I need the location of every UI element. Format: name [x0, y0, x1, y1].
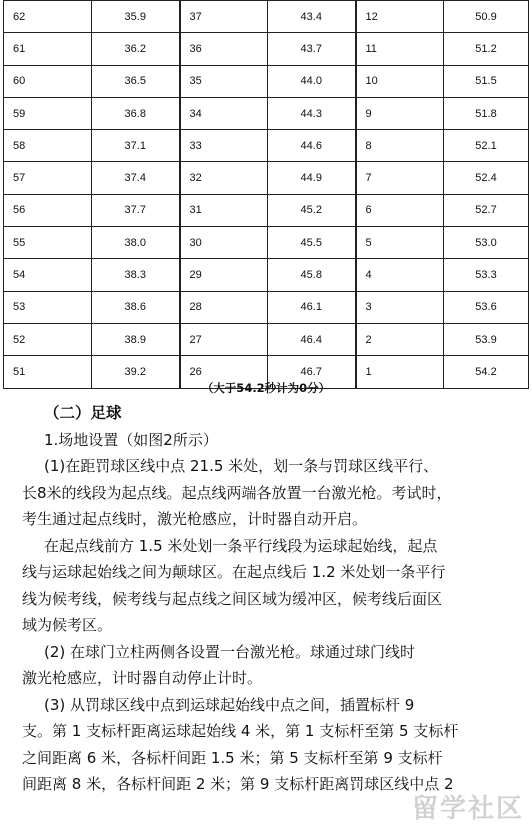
score-cell: 28: [180, 291, 268, 323]
time-cell: 51.5: [444, 65, 529, 97]
time-cell: 45.5: [268, 227, 356, 259]
time-cell: 43.4: [268, 1, 356, 33]
time-cell: 51.8: [444, 97, 529, 129]
time-cell: 38.9: [92, 323, 180, 355]
score-cell: 32: [180, 162, 268, 194]
score-cell: 4: [356, 259, 444, 291]
score-cell: 26: [180, 356, 268, 388]
time-cell: 35.9: [92, 1, 180, 33]
score-cell: 29: [180, 259, 268, 291]
score-cell: 3: [356, 291, 444, 323]
table-note: （大于54.2秒计为0分）: [201, 381, 331, 395]
score-cell: 30: [180, 227, 268, 259]
time-cell: 37.7: [92, 194, 180, 226]
score-cell: 2: [356, 323, 444, 355]
time-cell: 38.3: [92, 259, 180, 291]
score-cell: 56: [4, 194, 92, 226]
score-cell: 7: [356, 162, 444, 194]
time-cell: 36.2: [92, 33, 180, 65]
score-cell: 12: [356, 1, 444, 33]
table-row: [4, 33, 529, 65]
time-cell: 53.6: [444, 291, 529, 323]
paragraph-line: (2) 在球门立柱两侧各设置一台激光枪。球通过球门线时: [44, 642, 416, 661]
score-cell: 52: [4, 323, 92, 355]
score-cell: 61: [4, 33, 92, 65]
score-cell: 51: [4, 356, 92, 388]
table-row: [4, 323, 529, 355]
paragraph-line: (3) 从罚球区线中点到运球起始线中点之间，插置标杆 9: [44, 695, 415, 714]
score-cell: 58: [4, 130, 92, 162]
table-row: [4, 194, 529, 226]
time-cell: 53.9: [444, 323, 529, 355]
time-cell: 51.2: [444, 33, 529, 65]
score-cell: 1: [356, 356, 444, 388]
paragraph-line: 激光枪感应，计时器自动停止计时。: [22, 669, 263, 687]
time-cell: 44.9: [268, 162, 356, 194]
table-row: [4, 130, 529, 162]
score-cell: 60: [4, 65, 92, 97]
time-cell: 54.2: [444, 356, 529, 388]
paragraph-line: 长8米的线段为起点线。起点线两端各放置一台激光枪。考试时，: [22, 483, 452, 502]
time-cell: 52.7: [444, 194, 529, 226]
time-cell: 36.8: [92, 97, 180, 129]
table-row: [4, 291, 529, 323]
score-cell: 31: [180, 194, 268, 226]
score-cell: 34: [180, 97, 268, 129]
watermark: 留学社区: [411, 794, 524, 824]
paragraph-line: 线为候考线，候考线与起点线之间区域为缓冲区，候考线后面区: [22, 589, 443, 608]
score-cell: 55: [4, 227, 92, 259]
table-row: [4, 1, 529, 33]
score-cell: 37: [180, 1, 268, 33]
time-cell: 44.3: [268, 97, 356, 129]
score-cell: 59: [4, 97, 92, 129]
score-cell: 27: [180, 323, 268, 355]
sub-title: 1.场地设置（如图2所示）: [44, 430, 218, 449]
time-cell: 44.6: [268, 130, 356, 162]
time-cell: 37.1: [92, 130, 180, 162]
time-cell: 37.4: [92, 162, 180, 194]
time-cell: 38.0: [92, 227, 180, 259]
paragraph-line: (1)在距罚球区线中点 21.5 米处，划一条与罚球区线平行、: [44, 457, 439, 475]
score-cell: 53: [4, 291, 92, 323]
time-cell: 36.5: [92, 65, 180, 97]
paragraph-line: 线与运球起始线之间为颠球区。在起点线后 1.2 米处划一条平行: [22, 563, 446, 581]
score-table-body: [4, 1, 529, 389]
score-cell: 35: [180, 65, 268, 97]
time-cell: 46.7: [268, 356, 356, 388]
document-body: [0, 400, 532, 798]
table-row: [4, 97, 529, 129]
score-cell: 33: [180, 130, 268, 162]
paragraph-line: 间距离 8 米，各标杆间距 2 米；第 9 支标杆距离罚球区线中点 2: [22, 775, 454, 793]
score-cell: 8: [356, 130, 444, 162]
score-cell: 57: [4, 162, 92, 194]
paragraph-line: 支。第 1 支标杆距离运球起始线 4 米，第 1 支标杆至第 5 支标杆: [22, 722, 459, 740]
score-cell: 11: [356, 33, 444, 65]
table-row: [4, 65, 529, 97]
time-cell: 53.3: [444, 259, 529, 291]
time-cell: 50.9: [444, 1, 529, 33]
paragraph-line: 考生通过起点线时，激光枪感应，计时器自动开启。: [22, 510, 368, 528]
time-cell: 43.7: [268, 33, 356, 65]
score-cell: 9: [356, 97, 444, 129]
score-cell: 5: [356, 227, 444, 259]
paragraph-line: 之间距离 6 米，各标杆间距 1.5 米；第 5 支标杆至第 9 支标杆: [22, 748, 443, 767]
paragraph-line: 域为候考区。: [22, 616, 113, 634]
score-table: [3, 0, 529, 389]
time-cell: 52.1: [444, 130, 529, 162]
time-cell: 53.0: [444, 227, 529, 259]
time-cell: 45.8: [268, 259, 356, 291]
section-title: （二）足球: [44, 404, 122, 422]
time-cell: 46.1: [268, 291, 356, 323]
paragraph-line: 在起点线前方 1.5 米处划一条平行线段为运球起始线，起点: [44, 536, 438, 555]
time-cell: 52.4: [444, 162, 529, 194]
table-row: [4, 162, 529, 194]
time-cell: 39.2: [92, 356, 180, 388]
time-cell: 44.0: [268, 65, 356, 97]
score-cell: 6: [356, 194, 444, 226]
score-cell: 36: [180, 33, 268, 65]
score-cell: 62: [4, 1, 92, 33]
time-cell: 45.2: [268, 194, 356, 226]
score-cell: 10: [356, 65, 444, 97]
table-row: [4, 259, 529, 291]
time-cell: 38.6: [92, 291, 180, 323]
score-cell: 54: [4, 259, 92, 291]
table-row: [4, 227, 529, 259]
time-cell: 46.4: [268, 323, 356, 355]
